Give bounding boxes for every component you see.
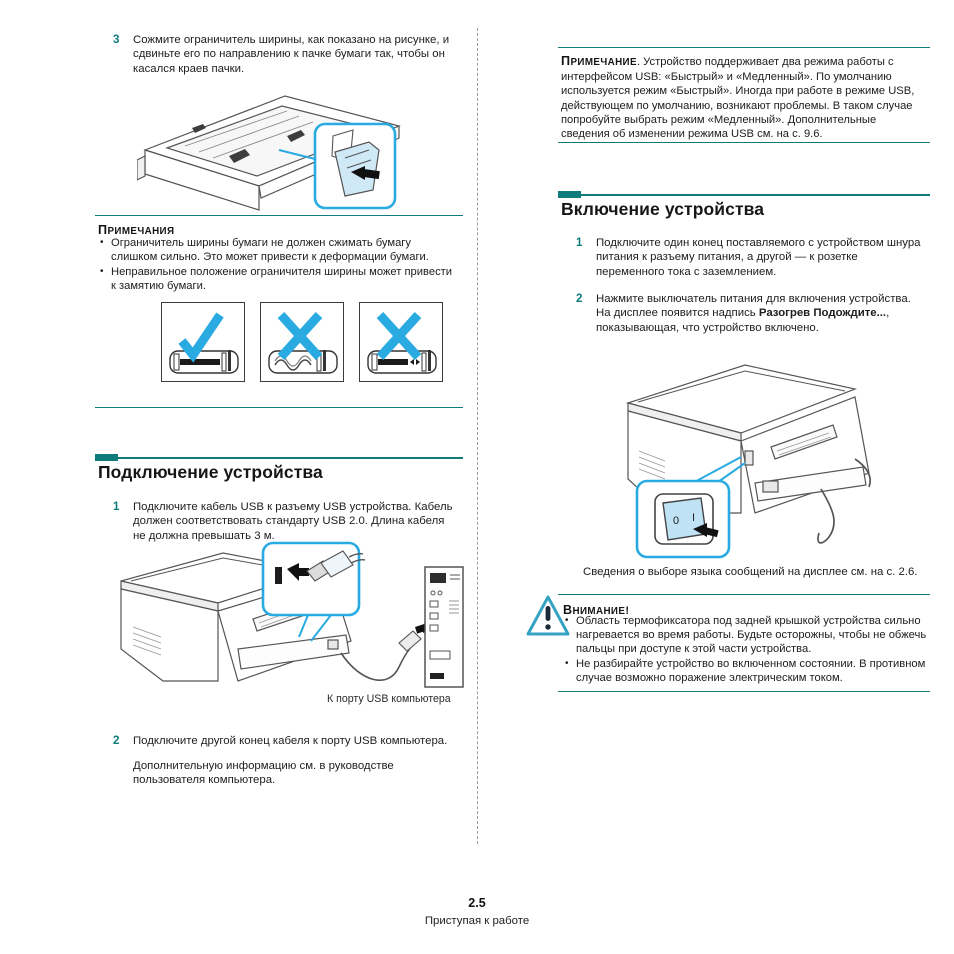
power-switch-illustration <box>593 355 905 560</box>
connect-step-2-extra: Дополнительную информацию см. в руководстве пользователя компьютера. <box>133 760 394 787</box>
warning-top-rule <box>558 594 930 595</box>
example-too-tight <box>260 302 344 382</box>
power-step-1-text: Подключите один конец поставляемого с устройством шнура питания к разъему питания, а другой — к розетке переменного тока с заземлением. <box>596 237 921 278</box>
warning-list <box>563 614 927 686</box>
column-divider <box>477 28 478 844</box>
step-3 <box>111 33 456 76</box>
notes-top-rule <box>95 215 463 216</box>
usb-caption: К порту USB компьютера <box>327 693 451 705</box>
left-column <box>95 0 463 954</box>
switch-off-label: 0 <box>673 515 680 527</box>
example-too-loose <box>359 302 443 382</box>
step-3-text: Сожмите ограничитель ширины, как показано на рисунке, и сдвиньте его по направлению к пачке бумаги так, чтобы он касался краев пачки. <box>133 34 450 75</box>
guide-position-examples <box>161 302 443 382</box>
connect-step-1-text: Подключите кабель USB к разъему USB устройства. Кабель должен соответствовать стандарту USB 2.0. Длина кабеля не должна превышать 3 м. <box>133 501 453 542</box>
connect-section-rule <box>95 454 463 461</box>
warning-item: • Не разбирайте устройство во включенном состоянии. В противном случае возможно поражение электрическим током. <box>563 657 927 685</box>
display-message: Разогрев Подождите... <box>758 307 887 320</box>
rocker-switch <box>663 498 706 540</box>
example-correct <box>161 302 245 382</box>
tray-side-view <box>170 350 238 373</box>
paper-tray-illustration <box>137 86 449 216</box>
notes-bottom-rule <box>95 407 463 408</box>
usb-note-top-rule <box>558 47 930 48</box>
usb-connector <box>399 631 421 651</box>
usb-connection-illustration <box>103 541 465 691</box>
connect-step-2 <box>111 734 459 748</box>
connect-section-title: Подключение устройства <box>98 462 323 482</box>
warning-item: • Область термофиксатора под задней крышкой устройства сильно нагревается во время работы. Будьте осторожны, чтобы не обжечь пальцы при доступе к этой части устройства. <box>563 614 927 657</box>
usb-plug-callout <box>263 543 365 615</box>
page-number: 2.5 <box>468 896 486 910</box>
check-icon <box>182 315 220 355</box>
warning-bottom-rule <box>558 691 930 692</box>
power-step-2-text: Нажмите выключатель питания для включения устройства. На дисплее появится надпись Разогрев Подождите..., показывающая, что устройство включено. <box>596 293 911 334</box>
power-step-1 <box>574 236 926 279</box>
notes-list <box>98 236 458 293</box>
connect-step-1 <box>111 500 459 543</box>
power-step-1-number: 1 <box>576 236 583 249</box>
usb-port-slot <box>275 567 282 584</box>
step-3-number: 3 <box>113 33 120 46</box>
power-section-rule <box>558 191 930 198</box>
width-guide-callout <box>315 124 395 208</box>
warning-heading: ВНИМАНИЕ! <box>563 603 629 617</box>
power-section-title: Включение устройства <box>561 199 765 219</box>
power-step-2 <box>574 292 926 335</box>
computer-tower <box>425 567 463 687</box>
right-column <box>558 0 930 954</box>
footer-section-name: Приступая к работе <box>424 915 530 927</box>
usb-note-text: . Устройство поддерживает два режима работы с интерфейсом USB: «Быстрый» и «Медленный». По умолчанию используется режим «Быстрый». Иногда при работе в режиме USB, действующем по умолчанию, возникают проблемы. В таком случае попробуйте выбрать режим «Медленный». Дополнительные сведения об изменении режима USB см. на с. 9.6. <box>561 56 915 141</box>
display-caption: Сведения о выборе языка сообщений на дисплее см. на с. 2.6. <box>583 566 918 578</box>
note-item: • Неправильное положение ограничителя ширины может привести к замятию бумаги. <box>98 265 458 293</box>
power-step-2-number: 2 <box>576 292 583 305</box>
notes-heading: ПРИМЕЧАНИЯ <box>98 223 175 237</box>
connect-step-1-number: 1 <box>113 500 120 513</box>
usb-note-heading: ПРИМЕЧАНИЕ <box>561 54 637 68</box>
note-item: • Ограничитель ширины бумаги не должен сжимать бумагу слишком сильно. Это может привести к деформации бумаги. <box>98 236 458 264</box>
connect-step-2-text: Подключите другой конец кабеля к порту USB компьютера. <box>133 735 448 747</box>
usb-note <box>561 54 927 141</box>
connect-step-2-number: 2 <box>113 734 120 747</box>
power-switch-callout <box>637 481 729 557</box>
power-switch-location <box>745 451 753 465</box>
usb-note-bottom-rule <box>558 142 930 143</box>
switch-on-label: I <box>692 512 696 524</box>
